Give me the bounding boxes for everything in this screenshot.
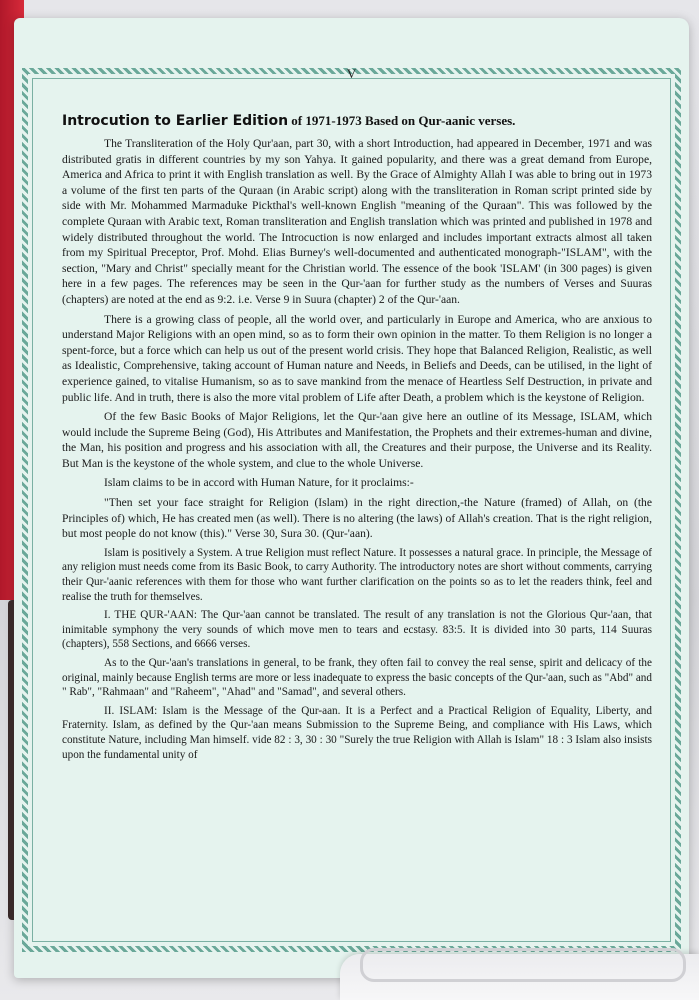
page-content — [62, 112, 652, 766]
heading-main: Introcution to Earlier Edition — [62, 113, 289, 129]
page-number: V — [346, 66, 357, 81]
quote-paragraph: "Then set your face straight for Religion (Islam) in the right direction,-the Nature (framed) of Allah, on (the Principles of) which, He has created men (as well). There is no altering (the laws) of Allah's creation. That is the right religion, but most people do not know (this)." Verse 30, Sura 30. (Qur-'aan). — [62, 496, 652, 541]
heading-rest: of 1971-1973 Based on Qur-aanic verses. — [291, 113, 516, 128]
paragraph: Of the few Basic Books of Major Religions, let the Qur-'aan give here an outline of its Message, ISLAM, which would include the Supreme Being (God), His Attributes and Manifestation, the Prophets and their extremes-human and divine, the Man, his position and progress and his association with all, the Creatures and their purpose, the Universe and its Reality. But Man is the keystone of the whole system, and clue to the whole Universe. — [62, 410, 652, 470]
paragraph: As to the Qur-'aan's translations in general, to be frank, they often fail to convey the real sense, spirit and delicacy of the original, mainly because English terms are more or less inadequate to express the basic concepts of the Qur-'aan, such as "Abd" and " Rab", "Rahmaan" and "Raheem", "Ahad" and "Samad", and several others. — [62, 657, 652, 699]
paragraph: There is a growing class of people, all the world over, and particularly in Europe and America, who are anxious to understand Major Religions with an open mind, so as to form their own opinion in the matter. To them Religion is no longer a spent-force, but a force which can help us out of the present world crisis. They hope that Balanced Religion, Realistic, as well as Idealistic, Comprehensive, taking account of Human nature and Needs, in Beliefs and Deeds, can be utilised, in the light of experience gained, to vitalise Humanism, so as to save mankind from the menace of Heartless Self Destruction, in private and public life. And in truth, there is also the more vital problem of Life after Death, a problem which is the keystone of Religion. — [62, 312, 652, 404]
paragraph: II. ISLAM: Islam is the Message of the Qur-aan. It is a Perfect and a Practical Religion of Equality, Liberty, and Fraternity. Islam, as defined by the Qur-'aan means Submission to the Supreme Being, and compliance with His Laws, which constitute Nature, including Man himself. vide 82 : 3, 30 : 30 "Surely the true Religion with Allah is Islam" 18 : 3 Islam also insists upon the fundamental unity of — [62, 704, 652, 761]
binding-ring — [360, 948, 686, 982]
section-heading — [62, 112, 652, 130]
paragraph: The Transliteration of the Holy Qur'aan, part 30, with a short Introduction, had appeared in December, 1971 and was distributed gratis in different countries by my son Yahya. It gained popularity, and there was a great demand from Europe, America and Africa to print it with English translation as well. By the Grace of Almighty Allah I was able to bring out in 1973 a volume of the first ten parts of the Quraan (in Arabic script) along with the transliteration in Roman script printed side by side with Mr. Mohammed Marmaduke Pickthal's well-known English "meaning of the Quraan". This was followed by the complete Quraan with Arabic text, Roman transliteration and English translation which was printed and published in 1978 and widely distributed throughout the world. The Introcuction is now enlarged and includes important extracts almost all taken from my Spiritual Preceptor, Prof. Mohd. Elias Burney's well-documented and authenticated monograph-"ISLAM", with the section, "Mary and Christ" specially meant for the Christian world. The essence of the book 'ISLAM' (in 300 pages) is given here in a few pages. The references may be seen in the Qur-'aan for further study as the numbers of Verses and Suuras (chapters) are noted at the end as 9:2. i.e. Verse 9 in Suura (chapter) 2 of the Qur-'aan. — [62, 137, 652, 306]
paragraph: Islam claims to be in accord with Human Nature, for it proclaims:- — [104, 476, 414, 490]
book-page — [14, 18, 689, 978]
paragraph: Islam is positively a System. A true Religion must reflect Nature. It possesses a natural grace. In principle, the Message of any religion must needs come from its Basic Book, to carry Authority. The introductory notes are short without comments, carrying their Qur-'aanic references with them for those who want further clarification on the points so as to let the readers think, feel and realise the truth for themselves. — [62, 546, 652, 603]
paragraph: I. THE QUR-'AAN: The Qur-'aan cannot be translated. The result of any translation is not the Glorious Qur-'aan, that inimitable symphony the very sounds of which move men to tears and ecstasy. 83:5. It is divided into 30 parts, 114 Suuras (chapters), 558 Sections, and 6666 verses. — [62, 609, 652, 651]
